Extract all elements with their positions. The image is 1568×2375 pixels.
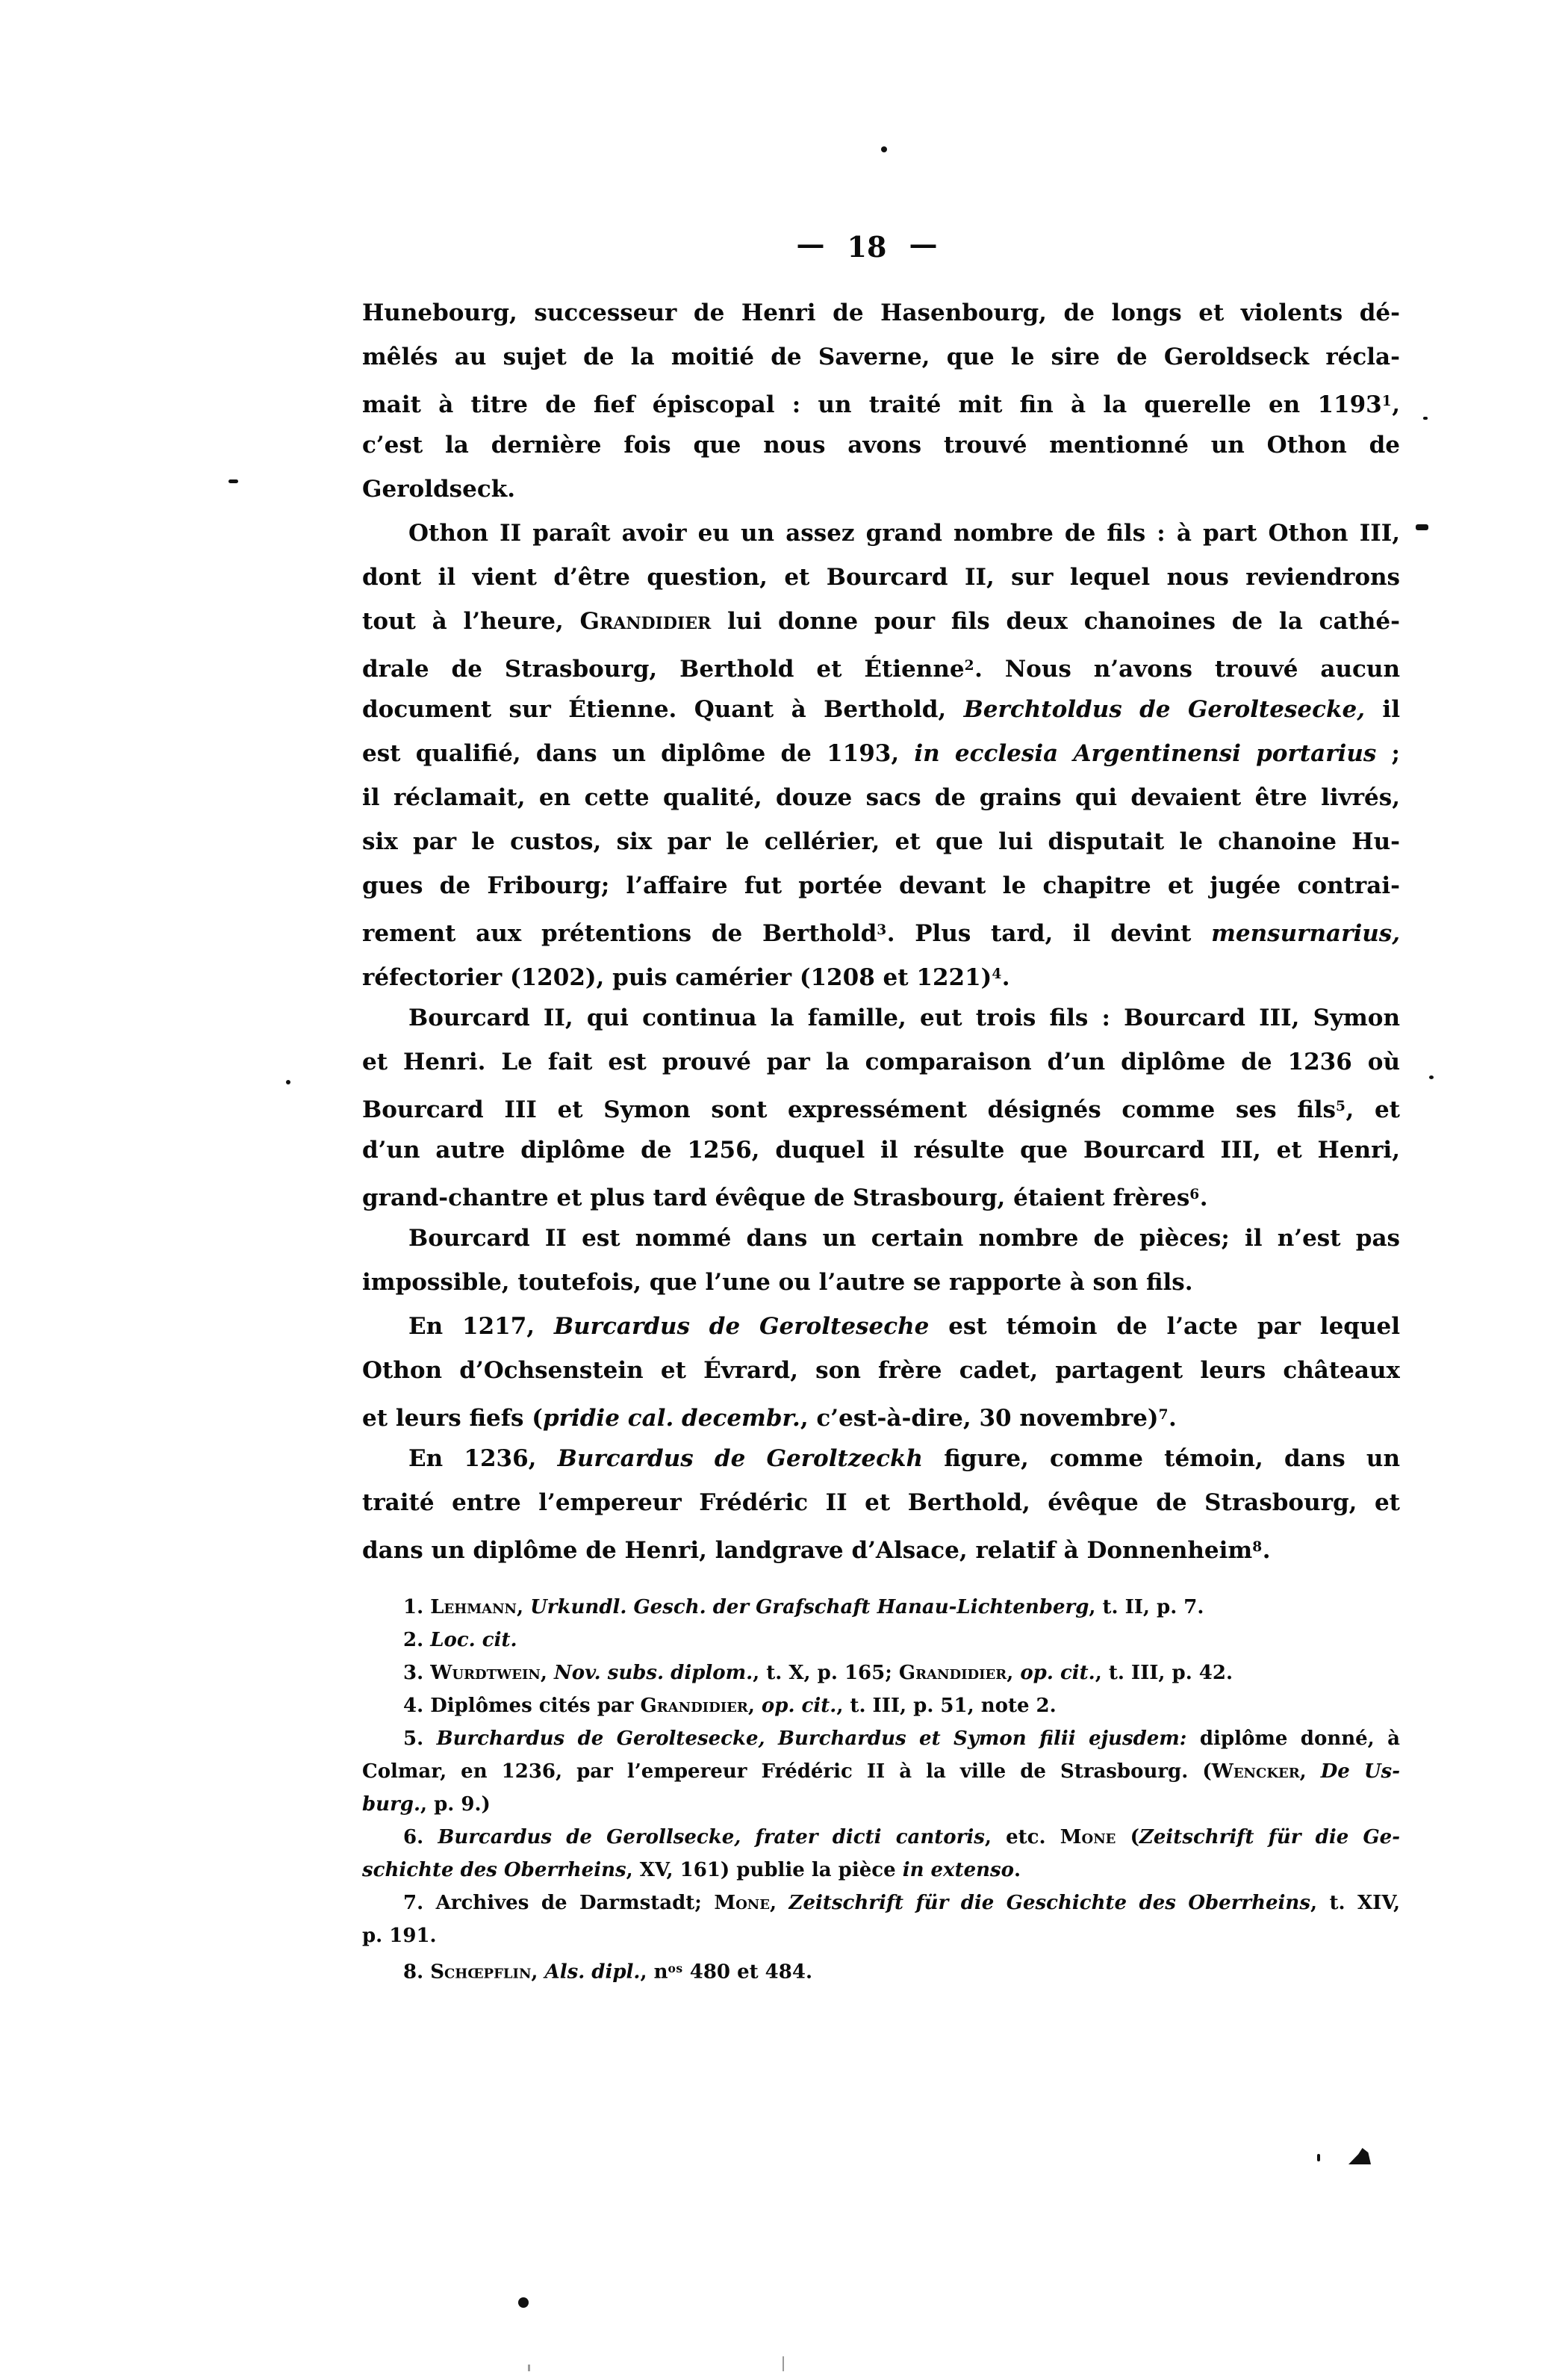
text-line: traité entre l’empereur Frédéric II et Berthold, évêque de Strasbourg, et <box>362 1489 1400 1516</box>
text-line: mêlés au sujet de la moitié de Saverne, que le sire de Geroldseck récla- <box>362 344 1400 370</box>
text-line: d’un autre diplôme de 1256, duquel il résulte que Bourcard III, et Henri, <box>362 1137 1400 1164</box>
ink-speck <box>286 1080 290 1084</box>
text-line: document sur Étienne. Quant à Berthold, Berchtoldus de Geroltesecke, il <box>362 696 1400 723</box>
text-line: dans un diplôme de Henri, landgrave d’Alsace, relatif à Donnenheim$^8$. <box>362 1536 1271 1564</box>
text-line: impossible, toutefois, que l’une ou l’autre se rapporte à son fils. <box>362 1269 1193 1296</box>
text-line: et leurs fiefs (pridie cal. decembr., c’est-à-dire, 30 novembre)$^7$. <box>362 1404 1177 1432</box>
text-line: il réclamait, en cette qualité, douze sacs de grains qui devaient être livrés, <box>362 784 1400 811</box>
text-line: dont il vient d’être question, et Bourcard II, sur lequel nous reviendrons <box>362 564 1400 591</box>
header-dash-left: — <box>796 227 825 261</box>
text-line: 4. Diplômes cités par Grandidier, op. cit., t. III, p. 51, note 2. <box>403 1695 1057 1717</box>
text-line: Hunebourg, successeur de Henri de Hasenbourg, de longs et violents dé- <box>362 299 1400 326</box>
text-line: 3. Wurdtwein, Nov. subs. diplom., t. X, p. 165; Grandidier, op. cit., t. III, p. 42. <box>403 1662 1233 1684</box>
text-line: mait à titre de fief épiscopal : un traité mit fin à la querelle en 1193$^1$, <box>362 391 1400 418</box>
text-line: drale de Strasbourg, Berthold et Étienne$^2$. Nous n’avons trouvé aucun <box>362 655 1400 683</box>
text-line: Othon d’Ochsenstein et Évrard, son frère cadet, partagent leurs châteaux <box>362 1357 1400 1384</box>
text-line: tout à l’heure, Grandidier lui donne pour fils deux chanoines de la cathé- <box>362 608 1400 635</box>
text-line: Bourcard II, qui continua la famille, eut trois fils : Bourcard III, Symon <box>408 1005 1400 1031</box>
ink-speck <box>1416 524 1428 530</box>
text-line: Bourcard II est nommé dans un certain nombre de pièces; il n’est pas <box>408 1225 1400 1252</box>
paragraph <box>362 996 1400 1217</box>
paragraph <box>362 1217 1400 1305</box>
text-line: En 1236, Burcardus de Geroltzeckh figure, comme témoin, dans un <box>408 1445 1400 1472</box>
text-line: 6. Burcardus de Gerollsecke, frater dicti cantoris, etc. Mone (Zeitschrift für die Ge- <box>403 1826 1400 1848</box>
page-header <box>348 227 1386 264</box>
paragraph <box>362 291 1400 512</box>
text-line: p. 191. <box>362 1925 437 1947</box>
paragraph <box>362 1437 1400 1569</box>
text-line: burg., p. 9.) <box>362 1793 491 1816</box>
paragraph <box>362 1305 1400 1437</box>
text-line: 1. Lehmann, Urkundl. Gesch. der Grafschaft Hanau-Lichtenberg, t. II, p. 7. <box>403 1596 1204 1618</box>
text-line: rement aux prétentions de Berthold$^3$. Plus tard, il devint mensurnarius, <box>362 919 1400 947</box>
ink-speck <box>783 2356 784 2371</box>
header-dash-right: — <box>909 227 938 261</box>
text-line: Othon II paraît avoir eu un assez grand nombre de fils : à part Othon III, <box>408 520 1400 547</box>
text-line: et Henri. Le fait est prouvé par la comparaison d’un diplôme de 1236 où <box>362 1049 1400 1075</box>
footnotes <box>362 1591 1400 1985</box>
text-line: schichte des Oberrheins, XV, 161) publie la pièce in extenso. <box>362 1859 1021 1881</box>
text-line: est qualifié, dans un diplôme de 1193, in ecclesia Argentinensi portarius ; <box>362 740 1400 767</box>
paragraph <box>362 512 1400 996</box>
ink-blot <box>1348 2148 1371 2164</box>
text-line: grand-chantre et plus tard évêque de Strasbourg, étaient frères$^6$. <box>362 1184 1208 1211</box>
text-line: 7. Archives de Darmstadt; Mone, Zeitschrift für die Geschichte des Oberrheins, t. XIV, <box>403 1892 1400 1914</box>
ink-speck <box>518 2297 529 2308</box>
text-line: En 1217, Burcardus de Gerolteseche est témoin de l’acte par lequel <box>408 1313 1400 1340</box>
page-number: 18 <box>847 230 887 264</box>
main-text <box>362 291 1400 1569</box>
ink-speck <box>228 479 238 483</box>
text-line: six par le custos, six par le cellérier, et que lui disputait le chanoine Hu- <box>362 828 1400 855</box>
text-line: Colmar, en 1236, par l’empereur Frédéric II à la ville de Strasbourg. (Wencker, De Us- <box>362 1760 1400 1783</box>
ink-speck <box>1429 1075 1434 1079</box>
text-line: 2. Loc. cit. <box>403 1629 517 1651</box>
text-line: 8. Schœpflin, Als. dipl., $n^{os}$ 480 et 484. <box>403 1960 812 1984</box>
text-line: 5. Burchardus de Geroltesecke, Burchardus et Symon filii ejusdem: diplôme donné, à <box>403 1727 1400 1750</box>
text-line: Geroldseck. <box>362 476 515 503</box>
text-line: réfectorier (1202), puis camérier (1208 et 1221)$^4$. <box>362 963 1010 991</box>
ink-speck <box>1317 2154 1320 2161</box>
ink-speck <box>1423 417 1428 420</box>
text-line: c’est la dernière fois que nous avons trouvé mentionné un Othon de <box>362 432 1400 459</box>
text-line: gues de Fribourg; l’affaire fut portée devant le chapitre et jugée contrai- <box>362 872 1400 899</box>
ink-speck <box>881 146 887 152</box>
ink-speck <box>528 2365 530 2371</box>
text-line: Bourcard III et Symon sont expressément désignés comme ses fils$^5$, et <box>362 1096 1400 1123</box>
